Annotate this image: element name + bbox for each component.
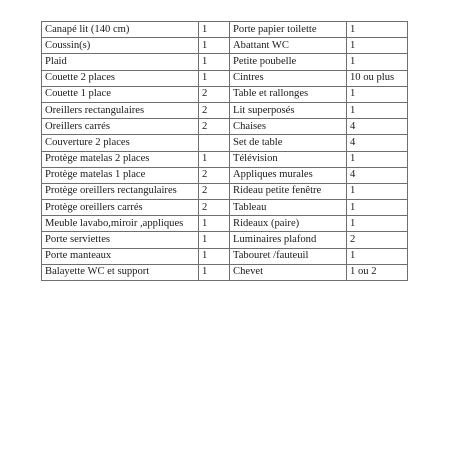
item-name-cell: Appliques murales xyxy=(230,167,347,183)
quantity-cell: 2 xyxy=(199,86,230,102)
table-row xyxy=(42,216,408,232)
table-row xyxy=(42,102,408,118)
table-row xyxy=(42,264,408,280)
item-name-cell: Porte papier toilette xyxy=(230,22,347,38)
quantity-cell: 10 ou plus xyxy=(347,70,408,86)
quantity-cell: 1 xyxy=(199,248,230,264)
table-row xyxy=(42,38,408,54)
item-name-cell: Luminaires plafond xyxy=(230,232,347,248)
item-name-cell: Oreillers carrés xyxy=(42,119,199,135)
item-name-cell: Protège matelas 2 places xyxy=(42,151,199,167)
quantity-cell: 1 xyxy=(347,38,408,54)
quantity-cell: 1 xyxy=(199,22,230,38)
item-name-cell: Petite poubelle xyxy=(230,54,347,70)
quantity-cell: 1 xyxy=(199,216,230,232)
quantity-cell: 1 xyxy=(199,232,230,248)
item-name-cell: Canapé lit (140 cm) xyxy=(42,22,199,38)
quantity-cell: 1 xyxy=(199,54,230,70)
quantity-cell: 4 xyxy=(347,135,408,151)
quantity-cell: 1 xyxy=(347,183,408,199)
item-name-cell: Protège oreillers carrés xyxy=(42,200,199,216)
item-name-cell: Balayette WC et support xyxy=(42,264,199,280)
item-name-cell: Couette 2 places xyxy=(42,70,199,86)
quantity-cell: 1 xyxy=(199,70,230,86)
item-name-cell: Lit superposés xyxy=(230,102,347,118)
quantity-cell: 1 xyxy=(199,151,230,167)
item-name-cell: Coussin(s) xyxy=(42,38,199,54)
item-name-cell: Porte manteaux xyxy=(42,248,199,264)
item-name-cell: Set de table xyxy=(230,135,347,151)
quantity-cell: 1 xyxy=(199,264,230,280)
item-name-cell: Abattant WC xyxy=(230,38,347,54)
quantity-cell: 1 ou 2 xyxy=(347,264,408,280)
item-name-cell: Tabouret /fauteuil xyxy=(230,248,347,264)
item-name-cell: Rideau petite fenêtre xyxy=(230,183,347,199)
quantity-cell: 1 xyxy=(347,151,408,167)
table-row xyxy=(42,200,408,216)
table-row xyxy=(42,119,408,135)
item-name-cell: Table et rallonges xyxy=(230,86,347,102)
item-name-cell: Couverture 2 places xyxy=(42,135,199,151)
table-row xyxy=(42,22,408,38)
item-name-cell: Oreillers rectangulaires xyxy=(42,102,199,118)
inventory-table-body xyxy=(42,22,408,281)
item-name-cell: Meuble lavabo,miroir ,appliques xyxy=(42,216,199,232)
item-name-cell: Protège oreillers rectangulaires xyxy=(42,183,199,199)
table-row xyxy=(42,135,408,151)
table-row xyxy=(42,232,408,248)
quantity-cell: 2 xyxy=(199,200,230,216)
quantity-cell: 2 xyxy=(347,232,408,248)
item-name-cell: Chevet xyxy=(230,264,347,280)
quantity-cell: 2 xyxy=(199,102,230,118)
quantity-cell: 2 xyxy=(199,183,230,199)
quantity-cell: 1 xyxy=(347,54,408,70)
table-row xyxy=(42,167,408,183)
table-row xyxy=(42,70,408,86)
item-name-cell: Protège matelas 1 place xyxy=(42,167,199,183)
item-name-cell: Tableau xyxy=(230,200,347,216)
table-row xyxy=(42,54,408,70)
table-row xyxy=(42,248,408,264)
quantity-cell: 1 xyxy=(347,102,408,118)
item-name-cell: Couette 1 place xyxy=(42,86,199,102)
table-row xyxy=(42,183,408,199)
item-name-cell: Cintres xyxy=(230,70,347,86)
quantity-cell: 4 xyxy=(347,167,408,183)
quantity-cell: 2 xyxy=(199,119,230,135)
quantity-cell: 1 xyxy=(347,248,408,264)
quantity-cell: 1 xyxy=(347,86,408,102)
quantity-cell: 1 xyxy=(347,216,408,232)
quantity-cell: 4 xyxy=(347,119,408,135)
item-name-cell: Télévision xyxy=(230,151,347,167)
inventory-table xyxy=(41,21,408,281)
quantity-cell: 2 xyxy=(199,167,230,183)
quantity-cell xyxy=(199,135,230,151)
item-name-cell: Chaises xyxy=(230,119,347,135)
item-name-cell: Plaid xyxy=(42,54,199,70)
item-name-cell: Porte serviettes xyxy=(42,232,199,248)
table-row xyxy=(42,86,408,102)
item-name-cell: Rideaux (paire) xyxy=(230,216,347,232)
quantity-cell: 1 xyxy=(199,38,230,54)
table-row xyxy=(42,151,408,167)
quantity-cell: 1 xyxy=(347,200,408,216)
quantity-cell: 1 xyxy=(347,22,408,38)
